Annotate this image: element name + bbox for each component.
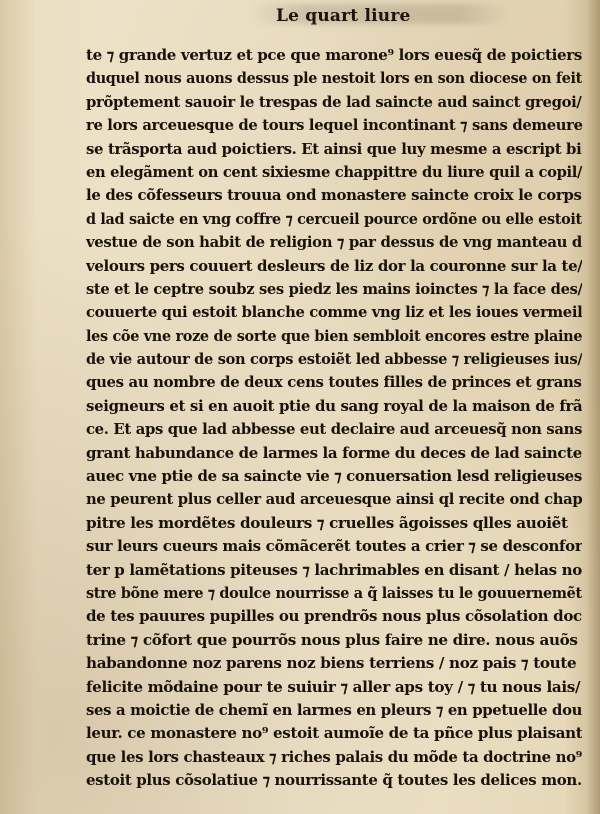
text-line: leur. ce monastere no⁹ estoit aumoĩe de ta pñce plus plaisant (86, 724, 583, 743)
text-line: seigneurs et si en auoit ptie du sang royal de la maison de frã (86, 396, 582, 415)
text-line: pitre les mordẽtes douleurs ⁊ cruelles ãgoisses qlles auoiẽt (86, 513, 568, 532)
text-line: habandonne noz parens noz biens terriens / noz pais ⁊ toute (86, 654, 577, 673)
text-line: grant habundance de larmes la forme du deces de lad saincte (86, 443, 582, 462)
text-line: ses a moictie de chemĩ en larmes en pleurs ⁊ en ppetuelle dou (86, 700, 582, 719)
text-line: ques au nombre de deux cens toutes filles de princes et grans (86, 373, 582, 392)
text-line: prõptement sauoir le trespas de lad saincte aud sainct gregoi/ (86, 92, 582, 111)
page-edge-shadow (586, 0, 600, 814)
text-line: trine ⁊ cõfort que pourrõs nous plus faire ne dire. nous auõs (86, 630, 578, 649)
text-line: sur leurs cueurs mais cõmãcerẽt toutes a crier ⁊ se desconfor (86, 537, 582, 556)
text-line: d lad saicte en vng coffre ⁊ cercueil pource ordõne ou elle estoit (86, 209, 582, 228)
text-line: ne peurent plus celler aud arceuesque ainsi ql recite ond chap (86, 490, 583, 509)
text-line: en elegãment on cent sixiesme chappittre du liure quil a copil/ (86, 162, 583, 181)
text-line: re lors arceuesque de tours lequel incontinant ⁊ sans demeure (86, 116, 583, 135)
text-line: de vie autour de son corps estoiẽt led abbesse ⁊ religieuses ius/ (86, 350, 582, 369)
text-line: estoit plus cõsolatiue ⁊ nourrissante q̃ toutes les delices mon. (86, 771, 582, 790)
text-line: ter p lamẽtations piteuses ⁊ lachrimables en disant / helas no (86, 560, 582, 579)
text-line: ste et le ceptre soubz ses piedz les mains ioinctes ⁊ la face des/ (86, 279, 583, 298)
text-line: auec vne ptie de sa saincte vie ⁊ conuersation lesd religieuses (86, 467, 582, 486)
text-line: te ⁊ grande vertuz et pce que marone⁹ lors euesq̃ de poictiers (86, 46, 582, 64)
text-line: se trãsporta aud poictiers. Et ainsi que luy mesme a escript bi (86, 139, 582, 158)
text-line: couuerte qui estoit blanche comme vng liz et les ioues vermeil (86, 303, 583, 322)
text-line: ce. Et aps que lad abbesse eut declaire aud arceuesq̃ non sans (86, 420, 582, 439)
text-line: felicite mõdaine pour te suiuir ⁊ aller aps toy / ⁊ tu nous lais/ (86, 677, 581, 696)
body-text (86, 44, 582, 793)
text-line: stre bõne mere ⁊ doulce nourrisse a q̃ laisses tu le gouuernemẽt (86, 583, 582, 602)
text-line: velours pers couuert desleurs de liz dor la couronne sur la te/ (86, 256, 582, 275)
text-line: duquel nous auons dessus ple nestoit lors en son diocese on feit (86, 69, 582, 88)
running-head: Le quart liure (276, 6, 411, 26)
text-line: les cõe vne roze de sorte que bien sembloit encores estre plaine (86, 326, 582, 345)
text-line: le des cõfesseurs trouua ond monastere saincte croix le corps (86, 186, 582, 205)
text-line: vestue de son habit de religion ⁊ par dessus de vng manteau d (86, 233, 582, 252)
text-line: de tes pauures pupilles ou prendrõs nous plus cõsolation doc (86, 607, 582, 626)
text-line: que les lors chasteaux ⁊ riches palais du mõde ta doctrine no⁹ (86, 747, 582, 766)
